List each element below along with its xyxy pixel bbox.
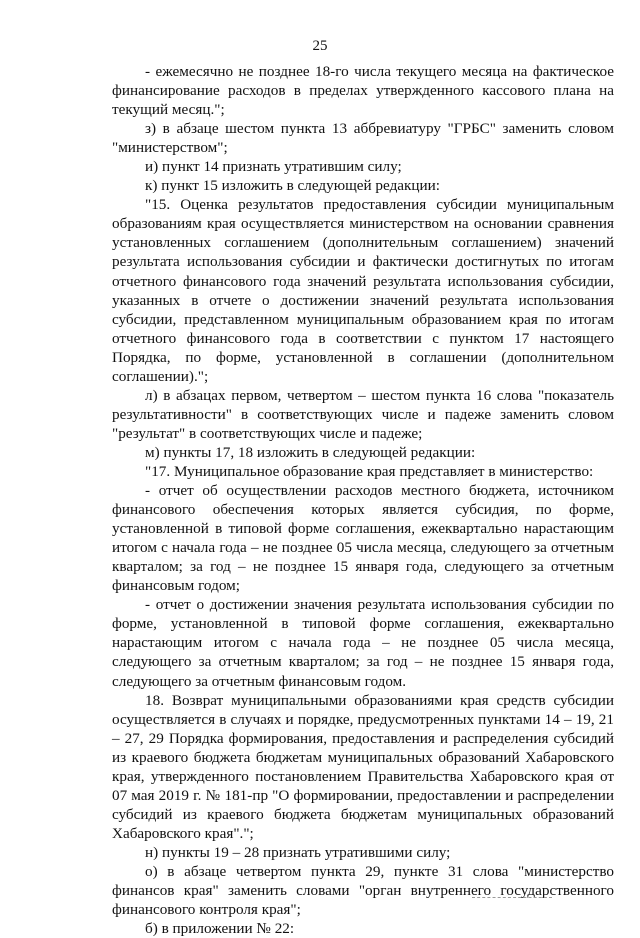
paragraph-item-17: "17. Муниципальное образование края представляет в министерство: <box>145 462 594 480</box>
paragraph-m-item: м) пункты 17, 18 изложить в следующей редакции: <box>145 443 476 461</box>
paragraph-k-item: к) пункт 15 изложить в следующей редакции: <box>145 177 441 195</box>
paragraph-l-item: л) в абзацах первом, четвертом – шестом пункта 16 слова "показатель результативности" в соответствующих числе и падеже заменить словом "результат" в соответствующих числе и падеже; <box>112 386 614 442</box>
paragraph-expenses-report: - отчет об осуществлении расходов местного бюджета, источником финансового обеспечения которых является субсидия, по форме, установленной в типовой форме соглашения, ежеквартально нарастающим итогом с начала года – не позднее 05 числа месяца, следующего за отчетным кварталом; за год – не позднее 15 января года, следующего за отчетным финансовым годом; <box>112 482 614 595</box>
paragraph-z-item: з) в абзаце шестом пункта 13 аббревиатуру "ГРБС" заменить словом "министерством"; <box>112 120 614 157</box>
paragraph-result-report: - отчет о достижении значения результата использования субсидии по форме, установленной в типовой форме соглашения, ежеквартально нарастающим итогом с начала года – не позднее 05 числа месяца, следующего за отчетным кварталом; за год – не позднее 15 января года, следующего за отчетным финансовым годом. <box>112 596 614 690</box>
paragraph-i-item: и) пункт 14 признать утратившим силу; <box>145 158 402 176</box>
paragraph-monthly-financing: - ежемесячно не позднее 18-го числа текущего месяца на фактическое финансирование расходов в пределах утвержденного кассового плана на текущий месяц."; <box>112 63 614 119</box>
scan-artifact-line <box>472 897 552 898</box>
page-number: 25 <box>312 38 328 54</box>
paragraph-o-item: о) в абзаце четвертом пункта 29, пункте 31 слова "министерство финансов края" заменить словами "орган внутреннего государственного финансового контроля края"; <box>112 862 614 919</box>
paragraph-n-item: н) пункты 19 – 28 признать утратившими силу; <box>145 843 451 861</box>
paragraph-item-15: "15. Оценка результатов предоставления субсидии муниципальным образованиям края осуществляется министерством на основании сравнения установленных соглашением (дополнительным соглашением) значений результата использования субсидии и фактически достигнутых по итогам отчетного финансового года значений результата использования субсидии, указанных в отчете о достижении значений результата использования субсидии, представленном муниципальным образованием края по итогам отчетного финансового года в соответствии с пунктом 17 настоящего Порядка, по форме, установленной в соглашении (дополнительном соглашении)."; <box>112 196 614 385</box>
paragraph-item-18: 18. Возврат муниципальными образованиями края средств субсидии осуществляется в случаях и порядке, предусмотренных пунктами 14 – 19, 21 – 27, 29 Порядка формирования, предоставления и распределения субсидий из краевого бюджета бюджетам муниципальных образований Хабаровского края, утвержденного постановлением Правительства Хабаровского края от 07 мая 2019 г. № 181-пр "О формировании, предоставлении и распределении субсидий из краевого бюджета бюджетам муниципальных образований Хабаровского края"."; <box>112 691 614 842</box>
paragraph-b-item: б) в приложении № 22: <box>145 920 295 938</box>
document-body <box>112 62 614 938</box>
